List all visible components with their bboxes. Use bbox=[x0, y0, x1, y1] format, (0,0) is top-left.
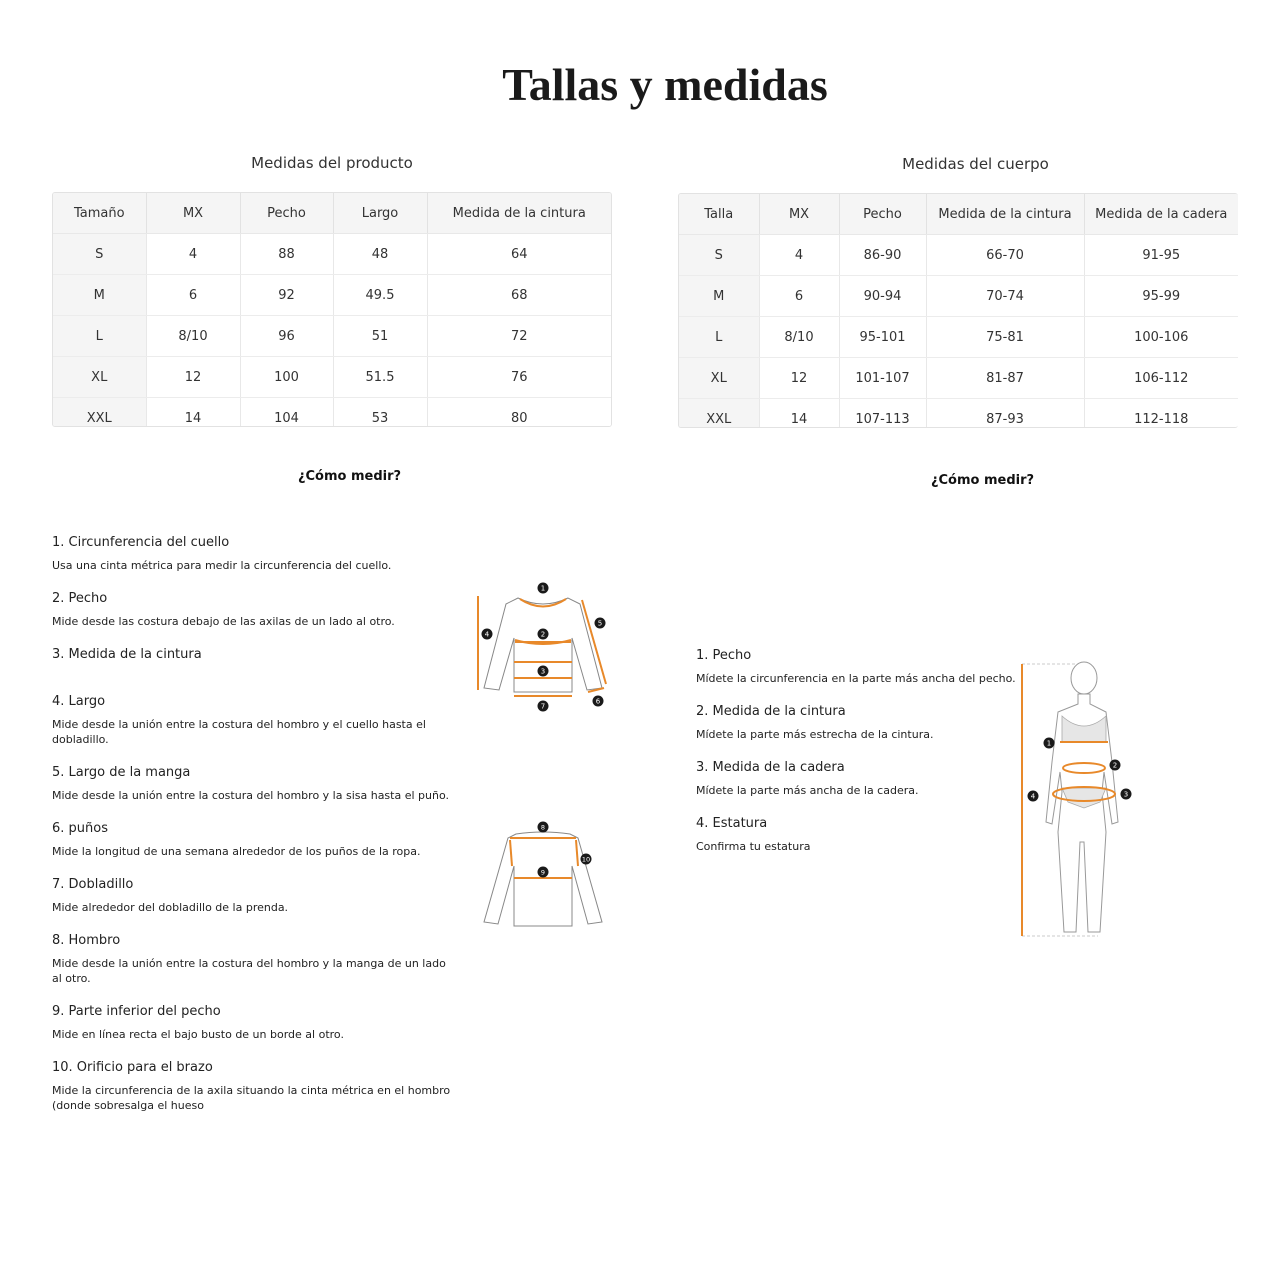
table-cell: 81-87 bbox=[926, 358, 1084, 399]
marker-3: 3 bbox=[540, 667, 546, 676]
table-row bbox=[53, 357, 611, 398]
table-cell: 104 bbox=[240, 398, 333, 428]
measure-item-desc: Mídete la circunferencia en la parte más ancha del pecho. bbox=[696, 672, 1016, 685]
measure-item-title: 10. Orificio para el brazo bbox=[52, 1060, 213, 1075]
table-cell: XXL bbox=[679, 399, 759, 429]
body-howto-title: ¿Cómo medir? bbox=[930, 473, 1035, 488]
body-marker-3: 3 bbox=[1123, 790, 1129, 799]
list-item bbox=[52, 821, 452, 859]
table-cell: 14 bbox=[146, 398, 240, 428]
body-header-cell: MX bbox=[759, 194, 839, 235]
list-item bbox=[696, 704, 1016, 742]
measure-item-title: 3. Medida de la cintura bbox=[52, 647, 202, 662]
product-header-cell: MX bbox=[146, 193, 240, 234]
list-item bbox=[52, 933, 452, 986]
measure-item-title: 5. Largo de la manga bbox=[52, 765, 191, 780]
table-row bbox=[53, 275, 611, 316]
product-measure-list bbox=[52, 535, 452, 1131]
list-item bbox=[52, 765, 452, 803]
table-cell: 101-107 bbox=[839, 358, 926, 399]
table-cell: 4 bbox=[759, 235, 839, 276]
table-cell: 87-93 bbox=[926, 399, 1084, 429]
table-cell: L bbox=[679, 317, 759, 358]
table-cell: 49.5 bbox=[333, 275, 427, 316]
product-header-cell: Tamaño bbox=[53, 193, 146, 234]
table-row bbox=[53, 316, 611, 357]
measure-item-title: 4. Largo bbox=[52, 694, 106, 709]
list-item bbox=[52, 877, 452, 915]
table-cell: S bbox=[53, 234, 146, 275]
body-section-title: Medidas del cuerpo bbox=[902, 155, 1049, 173]
table-row bbox=[53, 398, 611, 428]
measure-item-desc: Mide desde la unión entre la costura del hombro y el cuello hasta el dobladillo. bbox=[52, 718, 426, 746]
table-row bbox=[679, 235, 1238, 276]
list-item bbox=[52, 647, 452, 663]
body-figure-diagram bbox=[1018, 652, 1138, 942]
list-item bbox=[696, 648, 1016, 686]
table-cell: 6 bbox=[146, 275, 240, 316]
table-cell: 96 bbox=[240, 316, 333, 357]
table-cell: XL bbox=[53, 357, 146, 398]
table-cell: 95-99 bbox=[1084, 276, 1238, 317]
table-cell: 106-112 bbox=[1084, 358, 1238, 399]
table-cell: 80 bbox=[427, 398, 611, 428]
table-cell: 72 bbox=[427, 316, 611, 357]
table-cell: 92 bbox=[240, 275, 333, 316]
body-measure-list bbox=[696, 648, 1016, 872]
measure-item-desc: Mide la circunferencia de la axila situando la cinta métrica en el hombro (donde sobresalga el hueso bbox=[52, 1084, 451, 1112]
list-item bbox=[696, 816, 1016, 854]
measure-item-desc: Confirma tu estatura bbox=[696, 840, 811, 853]
product-howto-title: ¿Cómo medir? bbox=[297, 469, 402, 484]
product-header-cell: Medida de la cintura bbox=[427, 193, 611, 234]
table-cell: XXL bbox=[53, 398, 146, 428]
marker-1: 1 bbox=[540, 584, 546, 593]
measure-item-desc: Mide alrededor del dobladillo de la prenda. bbox=[52, 901, 289, 914]
table-cell: 75-81 bbox=[926, 317, 1084, 358]
measure-item-desc: Mide desde la unión entre la costura del hombro y la manga de un lado al otro. bbox=[52, 957, 446, 985]
table-cell: 70-74 bbox=[926, 276, 1084, 317]
product-header-cell: Pecho bbox=[240, 193, 333, 234]
marker-4: 4 bbox=[484, 630, 490, 639]
sweater-front-diagram bbox=[470, 578, 615, 714]
table-cell: 64 bbox=[427, 234, 611, 275]
measure-item-title: 3. Medida de la cadera bbox=[696, 760, 845, 775]
table-cell: 51 bbox=[333, 316, 427, 357]
table-cell: 100 bbox=[240, 357, 333, 398]
list-item bbox=[696, 760, 1016, 798]
measure-item-title: 1. Circunferencia del cuello bbox=[52, 535, 230, 550]
table-cell: 14 bbox=[759, 399, 839, 429]
marker-8: 8 bbox=[540, 823, 546, 832]
body-header-cell: Pecho bbox=[839, 194, 926, 235]
table-cell: 91-95 bbox=[1084, 235, 1238, 276]
table-cell: S bbox=[679, 235, 759, 276]
measure-item-title: 8. Hombro bbox=[52, 933, 121, 948]
measure-item-title: 4. Estatura bbox=[696, 816, 768, 831]
table-cell: 107-113 bbox=[839, 399, 926, 429]
list-item bbox=[52, 1004, 452, 1042]
table-cell: 53 bbox=[333, 398, 427, 428]
measure-item-title: 1. Pecho bbox=[696, 648, 752, 663]
measure-item-desc: Mide la longitud de una semana alrededor de los puños de la ropa. bbox=[52, 845, 421, 858]
table-cell: 90-94 bbox=[839, 276, 926, 317]
table-cell: 68 bbox=[427, 275, 611, 316]
measure-item-title: 9. Parte inferior del pecho bbox=[52, 1004, 221, 1019]
table-row bbox=[679, 276, 1238, 317]
table-cell: 100-106 bbox=[1084, 317, 1238, 358]
product-section-title: Medidas del producto bbox=[251, 154, 413, 172]
table-cell: 66-70 bbox=[926, 235, 1084, 276]
list-item bbox=[52, 535, 452, 573]
list-item bbox=[52, 591, 452, 629]
table-cell: 6 bbox=[759, 276, 839, 317]
table-cell: M bbox=[679, 276, 759, 317]
list-item bbox=[52, 1060, 452, 1113]
measure-item-title: 7. Dobladillo bbox=[52, 877, 134, 892]
product-header-cell: Largo bbox=[333, 193, 427, 234]
measure-item-desc: Mídete la parte más estrecha de la cintura. bbox=[696, 728, 934, 741]
table-cell: 12 bbox=[146, 357, 240, 398]
marker-10: 10 bbox=[581, 855, 591, 864]
table-cell: 8/10 bbox=[146, 316, 240, 357]
table-row bbox=[679, 399, 1238, 429]
table-cell: 8/10 bbox=[759, 317, 839, 358]
list-item bbox=[52, 694, 452, 747]
table-row bbox=[679, 317, 1238, 358]
table-row bbox=[53, 234, 611, 275]
marker-9: 9 bbox=[540, 868, 546, 877]
measure-item-desc: Mide desde las costura debajo de las axilas de un lado al otro. bbox=[52, 615, 395, 628]
marker-6: 6 bbox=[595, 697, 601, 706]
table-cell: L bbox=[53, 316, 146, 357]
table-cell: 48 bbox=[333, 234, 427, 275]
table-cell: 76 bbox=[427, 357, 611, 398]
measure-item-desc: Usa una cinta métrica para medir la circunferencia del cuello. bbox=[52, 559, 392, 572]
table-cell: 12 bbox=[759, 358, 839, 399]
table-cell: 88 bbox=[240, 234, 333, 275]
table-cell: XL bbox=[679, 358, 759, 399]
measure-item-title: 6. puños bbox=[52, 821, 108, 836]
marker-2: 2 bbox=[540, 630, 546, 639]
marker-5: 5 bbox=[597, 619, 603, 628]
table-cell: M bbox=[53, 275, 146, 316]
measure-item-title: 2. Pecho bbox=[52, 591, 108, 606]
measure-item-desc: Mide desde la unión entre la costura del hombro y la sisa hasta el puño. bbox=[52, 789, 449, 802]
body-marker-1: 1 bbox=[1046, 739, 1052, 748]
body-size-table bbox=[678, 193, 1238, 428]
table-row bbox=[679, 358, 1238, 399]
body-marker-2: 2 bbox=[1112, 761, 1118, 770]
sweater-back-diagram bbox=[478, 818, 610, 932]
measure-item-title: 2. Medida de la cintura bbox=[696, 704, 846, 719]
measure-item-desc: Mide en línea recta el bajo busto de un borde al otro. bbox=[52, 1028, 344, 1041]
body-header-cell: Talla bbox=[679, 194, 759, 235]
table-cell: 86-90 bbox=[839, 235, 926, 276]
table-cell: 112-118 bbox=[1084, 399, 1238, 429]
page-title: Tallas y medidas bbox=[502, 59, 828, 110]
table-cell: 95-101 bbox=[839, 317, 926, 358]
product-size-table bbox=[52, 192, 612, 427]
body-header-cell: Medida de la cintura bbox=[926, 194, 1084, 235]
marker-7: 7 bbox=[540, 702, 546, 711]
measure-item-desc: Mídete la parte más ancha de la cadera. bbox=[696, 784, 919, 797]
table-cell: 51.5 bbox=[333, 357, 427, 398]
body-marker-4: 4 bbox=[1030, 792, 1036, 801]
head-outline bbox=[1071, 662, 1097, 694]
table-cell: 4 bbox=[146, 234, 240, 275]
body-header-cell: Medida de la cadera bbox=[1084, 194, 1238, 235]
